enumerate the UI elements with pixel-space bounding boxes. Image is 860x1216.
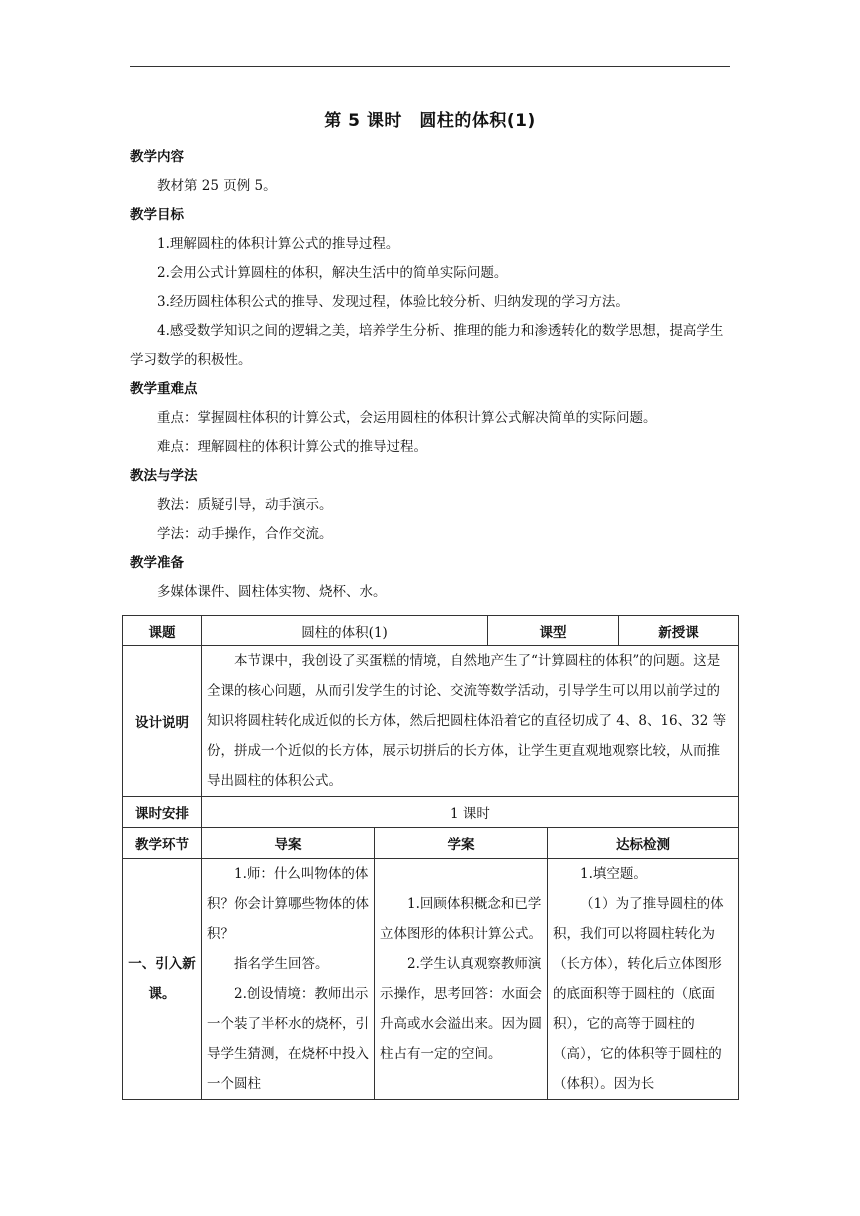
design-cell [202, 646, 739, 797]
lesson-plan-table [122, 615, 739, 1100]
header-rule [130, 66, 730, 67]
table-row [123, 616, 739, 646]
guide-item: 指名学生回答。 [234, 956, 329, 972]
hours-value: 1 课时 [202, 797, 739, 828]
section-paragraph: 教法：质疑引导，动手演示。 [157, 497, 333, 513]
section-paragraph: 难点：理解圆柱的体积计算公式的推导过程。 [157, 439, 427, 455]
section-teaching-goals [130, 201, 730, 375]
table-row [123, 797, 739, 828]
section-heading: 教学重难点 [130, 381, 198, 397]
study-item: 2.学生认真观察教师演示操作，思考回答：水面会升高或水会溢出来。因为圆柱占有一定的空间。 [380, 956, 542, 1062]
section-heading: 教学内容 [130, 149, 184, 165]
section-heading: 教学目标 [130, 207, 184, 223]
intro-label: 一、引入新课。 [123, 859, 202, 1100]
guide-item: 2.创设情境：教师出示一个装了半杯水的烧杯，引导学生猜测，在烧杯中投入一个圆柱 [207, 986, 369, 1092]
section-paragraph: 1.理解圆柱的体积计算公式的推导过程。 [157, 236, 400, 252]
section-paragraph: 重点：掌握圆柱体积的计算公式，会运用圆柱的体积计算公式解决简单的实际问题。 [157, 410, 657, 426]
study-item: 1.回顾体积概念和已学立体图形的体积计算公式。 [380, 896, 542, 942]
page-title: 第 5 课时 圆柱的体积(1) [324, 111, 536, 131]
table-row [123, 859, 739, 1100]
study-cell [375, 859, 548, 1100]
check-item: （1）为了推导圆柱的体积，我们可以将圆柱转化为（长方体），转化后立体图形的底面积等于圆柱的（底面积），它的高等于圆柱的（高），它的体积等于圆柱的（体积）。因为长 [553, 896, 724, 1092]
check-cell [548, 859, 739, 1100]
hours-label: 课时安排 [123, 797, 202, 828]
type-label: 课型 [488, 616, 619, 646]
section-paragraph: 教材第 25 页例 5。 [157, 178, 277, 194]
col-header-study: 学案 [375, 828, 548, 859]
topic-value: 圆柱的体积(1) [202, 616, 488, 646]
section-heading: 教学准备 [130, 555, 184, 571]
col-header-check: 达标检测 [548, 828, 739, 859]
section-paragraph: 学法：动手操作，合作交流。 [157, 526, 333, 542]
guide-cell [202, 859, 375, 1100]
design-text: 本节课中，我创设了买蛋糕的情境，自然地产生了“计算圆柱的体积”的问题。这是全课的核心问题，从而引发学生的讨论、交流等数学活动，引导学生可以用以前学过的知识将圆柱转化成近似的长方体，然后把圆柱体沿着它的直径切成了 4、8、16、32 等份，拼成一个近似的长方体，展示切拼后的长方体，让学生更直观地观察比较，从而推导出圆柱的体积公式。 [207, 653, 727, 789]
check-item: 1.填空题。 [580, 866, 647, 882]
topic-label: 课题 [123, 616, 202, 646]
guide-item: 1.师：什么叫物体的体积？你会计算哪些物体的体积？ [207, 866, 369, 942]
col-header-stage: 教学环节 [123, 828, 202, 859]
section-paragraph: 3.经历圆柱体积公式的推导、发现过程，体验比较分析、归纳发现的学习方法。 [157, 294, 629, 310]
table-row [123, 828, 739, 859]
section-preparation [130, 549, 730, 607]
section-paragraph: 多媒体课件、圆柱体实物、烧杯、水。 [157, 584, 387, 600]
section-teaching-content [130, 143, 730, 201]
section-paragraph: 2.会用公式计算圆柱的体积，解决生活中的简单实际问题。 [157, 265, 508, 281]
section-methods [130, 462, 730, 549]
design-label: 设计说明 [123, 646, 202, 797]
section-paragraph: 4.感受数学知识之间的逻辑之美，培养学生分析、推理的能力和渗透转化的数学思想，提高学生学习数学的积极性。 [130, 323, 724, 368]
section-key-points [130, 375, 730, 462]
lesson-content [130, 143, 730, 607]
type-value: 新授课 [619, 616, 739, 646]
col-header-guide: 导案 [202, 828, 375, 859]
table-row [123, 646, 739, 797]
section-heading: 教法与学法 [130, 468, 198, 484]
